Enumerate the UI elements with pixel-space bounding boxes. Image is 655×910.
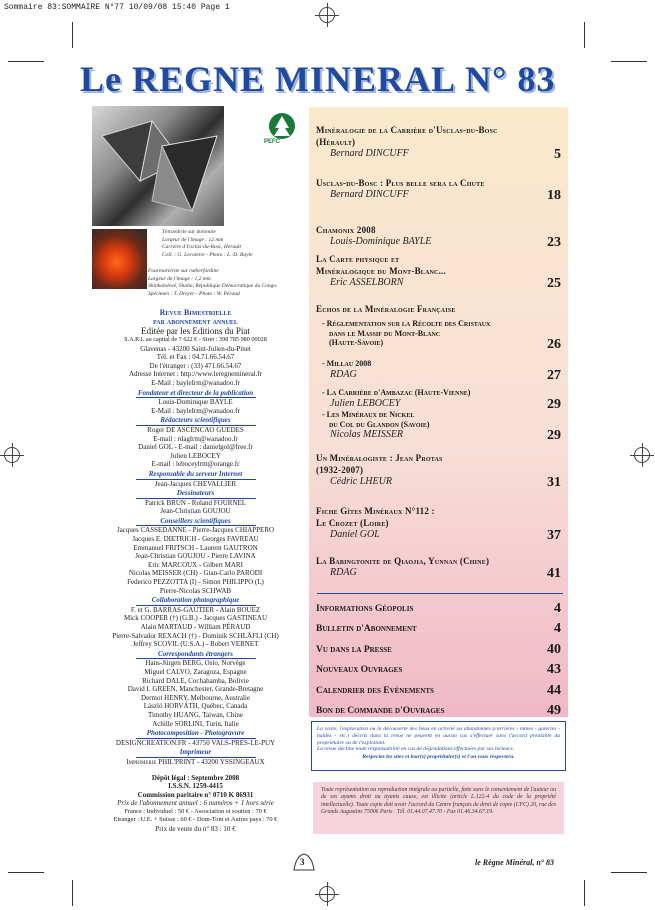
masthead: [80, 58, 580, 98]
toc-entry-title: - Les Minéraux de Nickel: [322, 410, 415, 419]
toc-rubrique-label: Vu dans la Presse: [316, 645, 392, 655]
credits-line: Patrick BRUN - Roland FOURNEL: [144, 498, 247, 507]
credits-line: Jacques E. DIETRICH - Georges FAVREAU: [132, 535, 259, 544]
toc-entry-title: - La Carrière d'Ambazac (Haute-Vienne): [322, 388, 471, 397]
cover-photo-fourmarierite: [92, 229, 147, 289]
issue-number: N° 83: [465, 59, 556, 99]
magazine-title: Le REGNE MINERAL: [80, 59, 457, 99]
crop-mark: [72, 880, 73, 906]
toc-rubrique-label: Informations Géopolis: [316, 604, 414, 614]
credits-line: Miguel CALVO, Zaragoza, Espagne: [144, 667, 247, 676]
credits-line: Daniel GOL - E-mail : danielgol@free.fr: [138, 443, 253, 452]
crop-mark: [584, 880, 585, 906]
prix-vente: Prix de vente du n° 83 : 10 €: [155, 825, 236, 834]
toc-entry-title: Le Crozet (Loire): [316, 518, 389, 528]
credits-section-heading: Conseillers scientifiques: [160, 516, 231, 525]
toc-entry-author: RDAG: [330, 567, 357, 578]
registration-mark: [634, 447, 650, 463]
toc-entry-title: Fiche Gîtes Minéraux N°112 :: [316, 506, 435, 516]
toc-entry-author: Daniel GOL: [330, 529, 380, 540]
toc-rubrique: [316, 703, 563, 718]
credits-line: Jeffrey SCOVIL (U.S.A.) - Robert VERNET: [132, 640, 259, 649]
credits-sections: [88, 389, 303, 767]
toc-rubrique: [316, 683, 563, 698]
credits-line: Imprimerie PHIL'PRINT - 43200 YSSINGEAUX: [126, 757, 265, 766]
credits-line: Hans-Jürgen BERG, Oslo, Norvège: [145, 659, 246, 668]
depot-legal: Dépôt légal : Septembre 2008: [151, 773, 240, 782]
crop-mark: [584, 22, 585, 48]
address-line: Adresse Internet : http://www.leregnemineral.fr: [128, 370, 263, 379]
toc-entry-title: (1932-2007): [316, 465, 364, 475]
credits-line: Eric MARCOUX - Gilbert MARI: [148, 560, 243, 569]
toc-entry-page: 26: [547, 337, 561, 352]
toc-entry: [316, 253, 563, 289]
toc-entry-title: Un Minéralogiste : Jean Protas: [316, 453, 443, 463]
registration-mark: [319, 886, 335, 902]
credits-line: Achille SORLINI, Turin, Italie: [152, 719, 239, 728]
printer-slug: Sommaire 83:SOMMAIRE N°77 10/09/08 15:40 Page 1: [4, 3, 230, 12]
crop-mark: [611, 61, 647, 62]
registration-mark: [319, 7, 335, 23]
notice-line: La revue décline toute responsabilité en cas de dégradations effectuées par ses lecteurs.: [317, 746, 515, 753]
toc-entry: [316, 177, 563, 201]
credits-section-heading: Dessinateurs: [176, 489, 215, 498]
caption-line: Fourmariérite sur rutherfordine: [148, 268, 219, 274]
toc-entry-title: La Babingtonite de Qiaojia, Yunnan (Chine): [316, 556, 490, 566]
caption-line: Tétraédrite sur dolomite: [162, 229, 216, 235]
crop-mark: [8, 872, 44, 873]
credits-line: E-Mail : bayleIrm@wanadoo.fr: [151, 406, 240, 415]
toc-entry-page: 25: [547, 276, 561, 291]
credits-line: Jean-Jacques CHEVALLIER: [154, 479, 237, 488]
publisher: Editée par les Editions du Piat: [141, 326, 250, 336]
toc-entry: [316, 555, 563, 579]
toc-entry: [316, 452, 563, 488]
toc-entry-author: Cédric LHEUR: [330, 476, 392, 487]
toc-entry-page: 27: [547, 367, 561, 383]
toc-entry-author: Julien LEBOCEY: [330, 397, 401, 409]
toc-rubrique-page: 49: [547, 703, 561, 718]
credits-line: Emmanuel FRITSCH - Laurent GAUTRON: [133, 543, 258, 552]
toc-entry-page: 31: [547, 475, 561, 490]
toc-entry: [316, 505, 563, 541]
toc-entry-title: dans le Massif du Mont-Blanc: [329, 328, 441, 338]
publisher-address: [88, 336, 303, 388]
credits-line: E-mail : leboceylrm@orange.fr: [151, 460, 240, 469]
crop-mark: [611, 872, 647, 873]
credits-line: Roger DE ASCENCAO GUEDES: [147, 425, 244, 434]
toc-rubrique-label: Bon de Commande d'Ouvrages: [316, 706, 445, 716]
revue-label: Revue Bimestrielle: [159, 308, 232, 317]
address-line: Glavenas - 43200 Saint-Julien-du-Pinet: [140, 344, 251, 353]
caption-line: Largeur de l'image : 1,2 mm: [148, 275, 211, 282]
toc-entry-author: Nicolas MEISSER: [330, 429, 404, 440]
credits-line: Jean-Christian GOUJOU - Pierre LAVINA: [135, 552, 256, 561]
reproduction-notice: Toute représentation ou reproduction intégrale ou partielle, faite sans le consentement de l'auteur ou de ses ayants droit ou ayants cause, est illicite (article L.122-4 du code de la propriété intellectuelle). Toute copie doit avoir l'accord du Centre français de droit de copie (CFC) 20, rue des Grands Augustins 75006 Paris · Tél. 01.44.07.47.70 - Fax 01.46.34.67.19.: [313, 782, 564, 834]
crop-mark: [72, 22, 73, 48]
toc-entry-title: La Carte physique et: [316, 254, 400, 264]
tarif-france: France : Individuel : 50 € - Association et soutien : 70 €: [124, 807, 267, 815]
toc-entry-author: Bernard DINCUFF: [330, 189, 409, 200]
toc-rubrique: [316, 642, 563, 657]
toc-entry-title: - Millau 2008: [322, 359, 372, 368]
pefc-logo-text: PEFC: [264, 139, 281, 145]
toc-rubrique-label: Calendrier des Evènements: [316, 686, 434, 696]
issn: I.S.S.N. 1259-4415: [168, 782, 223, 791]
crystal-illustration: [92, 106, 224, 226]
toc-rubrique-page: 4: [554, 621, 561, 636]
photo2-caption: [148, 268, 278, 298]
crop-mark: [8, 61, 44, 62]
address-line: De l'étranger : (33) 471.66.54.67: [149, 361, 242, 370]
notice-line: La visite, l'exploration ou la découverte des lieux en activité ou abandonnés (carrières - mines - galeries - haldes - etc.) décrits dans la revue ne peuvent en aucun cas s'effectuer sans l'accord préalable du propriétaire ou de l'exploitant.: [317, 726, 560, 746]
caption-line: Largeur de l'image : 12 mm: [162, 236, 224, 243]
respect-line: Respectez les sites et leur(s) propriétaire(s) et l'on vous respectera.: [362, 754, 515, 761]
credits-line: Dermot HENRY, Melbourne, Australie: [141, 693, 250, 702]
table-of-contents: [309, 107, 568, 717]
credits-line: Jacques CASSEDANNE - Pierre-Jacques CHIAPPERO: [116, 526, 275, 535]
credits-line: Louis-Dominique BAYLE: [158, 398, 233, 407]
prix-abonnement: Prix de l'abonnement annuel : 6 numéros + 1 hors série: [117, 799, 274, 808]
running-footer: le Règne Minéral, n° 83: [475, 858, 554, 867]
toc-entry-title: Minéralogique du Mont-Blanc...: [316, 266, 446, 276]
toc-entry-page: 18: [547, 188, 561, 203]
tarif-etranger: Etranger : U.E. + Suisse : 60 € - Dom-Tom et Autres pays : 70 €: [113, 816, 278, 824]
toc-rubrique-label: Bulletin d'Abonnement: [316, 624, 417, 634]
toc-entry: [316, 359, 563, 381]
commission-paritaire: Commission paritaire n° 0710 K 86931: [137, 790, 254, 799]
toc-rubrique-page: 4: [554, 601, 561, 616]
toc-entry-page: 37: [547, 528, 561, 543]
toc-entry: [316, 319, 563, 352]
registration-mark: [4, 447, 20, 463]
toc-entry: [316, 224, 563, 248]
toc-entry: [316, 303, 563, 315]
toc-rubrique-label: Nouveaux Ouvrages: [316, 665, 403, 675]
toc-entry-author: RDAG: [330, 368, 357, 380]
toc-entry-author: Louis-Dominique BAYLE: [330, 236, 432, 247]
toc-entry-title: - Réglementation sur la Récolte des Cristaux: [322, 319, 491, 328]
toc-rubrique-page: 40: [547, 642, 561, 657]
credits-section-heading: Correspondants étrangers: [158, 649, 233, 658]
credits-section-heading: Imprimeur: [179, 748, 212, 757]
visite-notice: [311, 721, 566, 771]
credits-line: Timothy HUANG, Taiwan, Chine: [148, 710, 243, 719]
credits-line: F. et G. BARRAS-GAUTIER - Alain BOUEZ: [130, 605, 261, 614]
toc-entry-page: 29: [547, 428, 561, 443]
cover-photo-tetrahedrite: [92, 106, 224, 226]
toc-rubrique-page: 43: [547, 662, 561, 677]
credits-line: Jean-Christian GOUJOU: [160, 507, 231, 516]
address-line: S.A.R.L au capital de 7 622 € - Siret : 398 785 980 00028: [124, 336, 267, 343]
toc-divider: [317, 593, 563, 594]
toc-entry-page: 29: [547, 396, 561, 412]
toc-entry: [316, 388, 563, 410]
toc-entry-page: 5: [554, 147, 561, 162]
toc-entry-page: 41: [547, 566, 561, 581]
toc-entry-title: (Hérault): [316, 137, 356, 147]
address-line: E-Mail : bayleIrm@wanadoo.fr: [151, 378, 240, 387]
address-line: Tél. et Fax : 04.71.66.54.67: [156, 353, 235, 362]
abonnement-label: par abonnement annuel: [153, 317, 238, 326]
toc-rubrique: [316, 621, 563, 636]
credits-section-heading: Photocomposition - Photogravure: [146, 729, 245, 738]
credits-line: Richard DALE, Cochabamba, Bolivie: [142, 676, 249, 685]
page-number: 3: [300, 857, 305, 867]
toc-entry: [316, 410, 563, 441]
credits-column: [88, 308, 303, 834]
toc-entry-title: (Haute-Savoie): [329, 338, 384, 347]
credits-section-heading: Rédacteurs scientifiques: [160, 416, 231, 425]
photo1-caption: [162, 229, 253, 259]
toc-rubrique: [316, 662, 563, 677]
toc-entry-title: du Col du Glandon (Savoie): [329, 419, 430, 429]
toc-entry-page: 23: [547, 235, 561, 250]
credits-section-heading: Responsable du serveur Internet: [148, 469, 243, 478]
toc-entry-title: Minéralogie de la Carrière d'Usclas-du-Bosc: [316, 125, 498, 135]
toc-entry-title: Usclas-du-Bosc : Plus belle sera la Chute: [316, 178, 485, 188]
credits-line: Pierre-Salvador REXACH (†) - Dominik SCHLÄFLI (CH): [112, 631, 279, 640]
caption-line: Shinkolobwé, Shaba, République Démocratique du Congo.: [148, 283, 278, 289]
credits-section-heading: Fondateur et directeur de la publication: [137, 388, 254, 397]
toc-entry-author: Bernard DINCUFF: [330, 148, 409, 159]
toc-entry: [316, 124, 563, 160]
toc-entry-author: Eric ASSELBORN: [330, 277, 404, 288]
caption-line: Spécimen : T. Dreyer - Photo : W. Péraud: [148, 290, 240, 297]
caption-line: Carrière d'Usclas-du-Bosc, Hérault: [162, 244, 242, 250]
credits-line: Julien LEBOCEY: [170, 451, 221, 460]
credits-line: David I. GREEN, Manchester, Grande-Bretagne: [127, 685, 264, 694]
credits-line: Federico PEZZOTTA (I) - Simon PHILIPPO (L): [127, 578, 264, 587]
toc-rubrique: [316, 601, 563, 616]
toc-entry-title: Chamonix 2008: [316, 225, 376, 235]
credits-line: E-mail : rdaglrm@wanadoo.fr: [153, 434, 238, 443]
credits-line: Alain MARTAUD - William PÉRAUD: [140, 623, 251, 631]
credits-line: Pierre-Nicolas SCHWAB: [159, 586, 232, 595]
credits-section-heading: Collaboration photographique: [151, 596, 240, 605]
toc-rubrique-page: 44: [547, 683, 561, 698]
toc-entry-title: Echos de la Minéralogie Française: [316, 304, 456, 314]
credits-line: László HORVÁTH, Québec, Canada: [143, 702, 248, 711]
credits-line: DESIGNCREATION.FR - 43750 VALS-PRÈS-LE-PUY: [115, 738, 276, 747]
credits-line: Nicolas MEISSER (CH) - Gian-Carlo PARODI: [128, 569, 263, 578]
caption-line: Coll. : G. Lecoleire - Photo : L.-D. Bayle: [162, 251, 253, 258]
credits-line: Mick COOPER (†) (G.B.) - Jacques GASTINEAU: [123, 614, 268, 623]
